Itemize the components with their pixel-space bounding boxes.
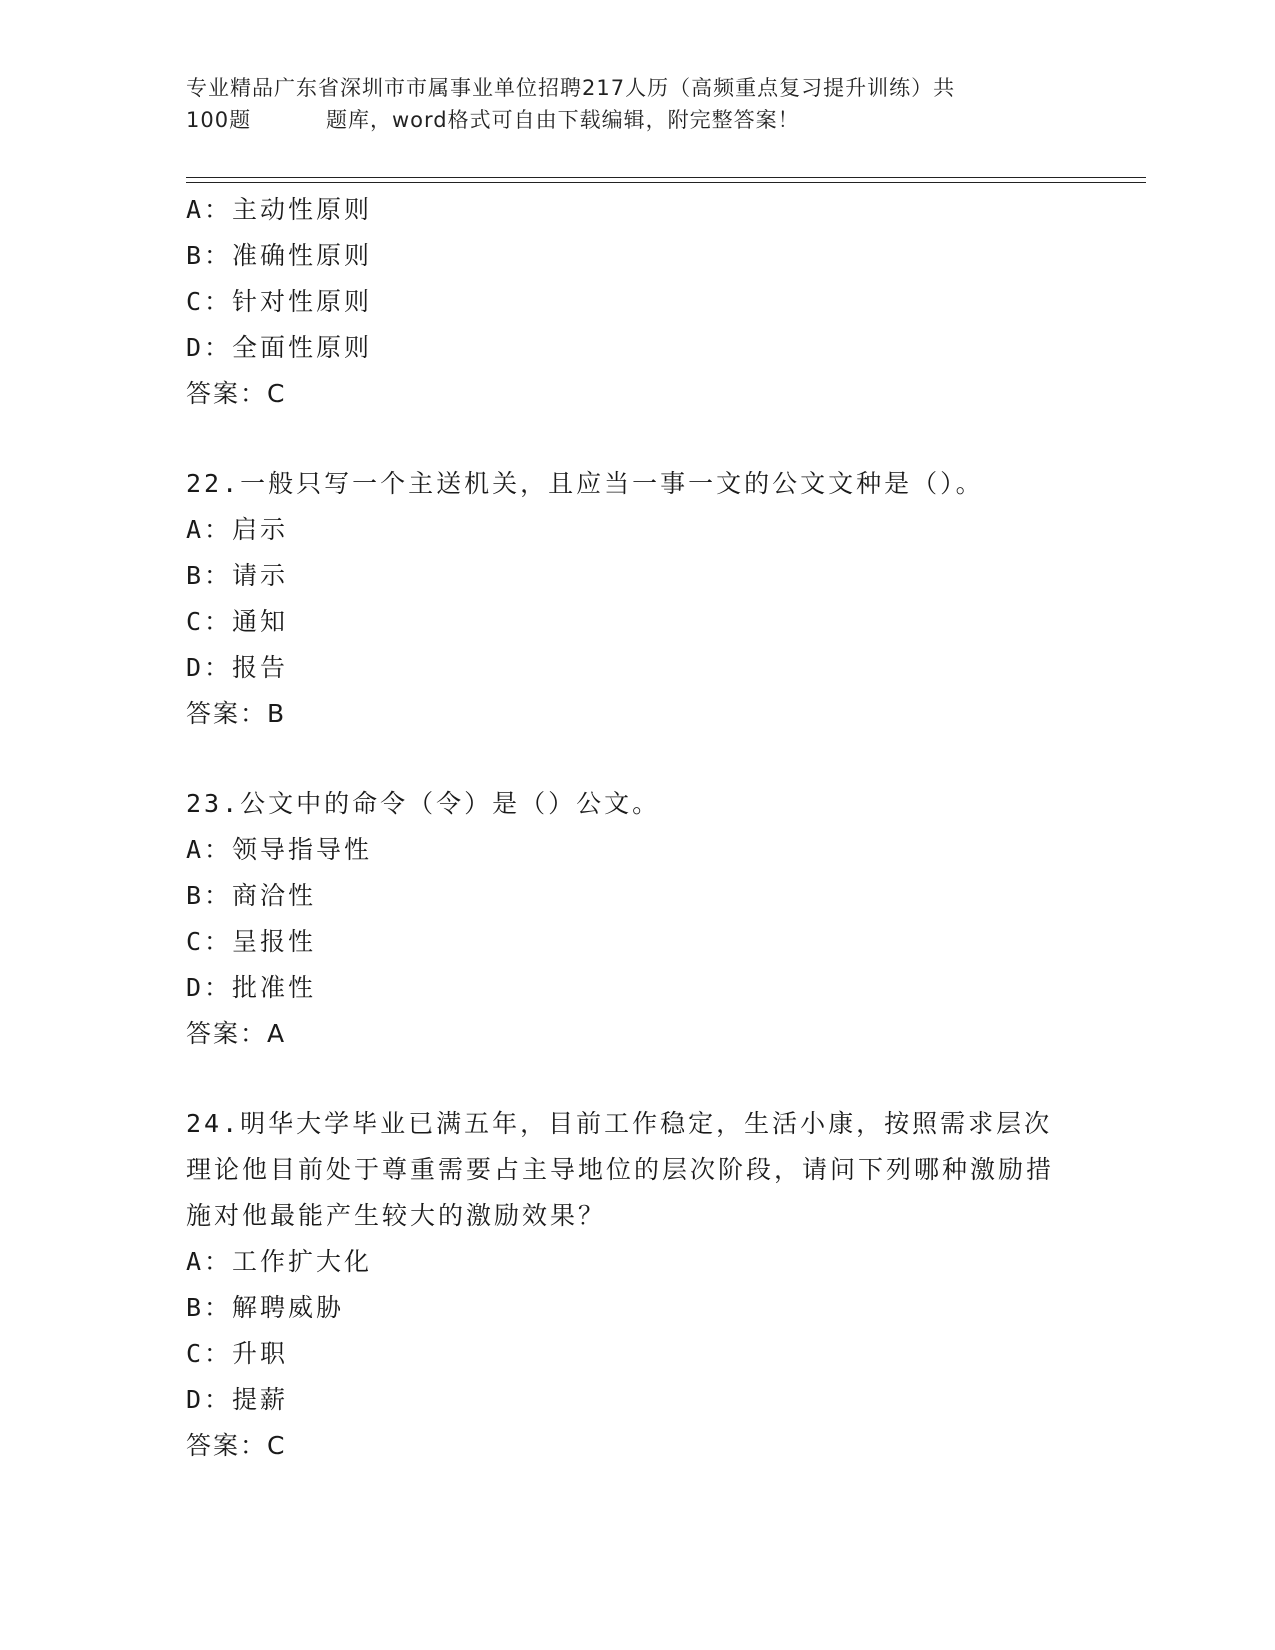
answer-line: 答案：A <box>186 1019 287 1048</box>
option-c: C：呈报性 <box>186 927 317 956</box>
option-a: A：工作扩大化 <box>186 1247 373 1276</box>
option-c: C：升职 <box>186 1339 289 1368</box>
answer-line: 答案：C <box>186 379 287 408</box>
question-text: 22.一般只写一个主送机关，且应当一事一文的公文文种是（）。 <box>186 469 984 498</box>
option-b: B：商洽性 <box>186 881 317 910</box>
header-title-line2 <box>186 104 1086 136</box>
question-block-22 <box>186 461 1086 737</box>
header-divider-bottom <box>186 182 1146 183</box>
question-block-21 <box>186 187 1086 417</box>
header-description: 题库，word格式可自由下载编辑，附完整答案！ <box>326 108 800 132</box>
option-b: B：解聘威胁 <box>186 1293 345 1322</box>
page-header <box>186 72 1086 136</box>
header-question-count: 100题 <box>186 108 252 132</box>
spacer <box>186 417 1086 461</box>
question-text: 24.明华大学毕业已满五年，目前工作稳定，生活小康，按照需求层次理论他目前处于尊重需要占主导地位的层次阶段，请问下列哪种激励措施对他最能产生较大的激励效果？ <box>186 1109 1055 1230</box>
spacer <box>186 737 1086 781</box>
option-b: B：请示 <box>186 561 289 590</box>
option-d: D：报告 <box>186 653 289 682</box>
question-block-24 <box>186 1101 1086 1469</box>
header-divider-top <box>186 177 1146 178</box>
option-d: D：全面性原则 <box>186 333 373 362</box>
option-c: C：通知 <box>186 607 289 636</box>
question-text: 23.公文中的命令（令）是（）公文。 <box>186 789 661 818</box>
option-a: A：启示 <box>186 515 289 544</box>
option-a: A：领导指导性 <box>186 835 373 864</box>
option-d: D：提薪 <box>186 1385 289 1414</box>
option-b: B：准确性原则 <box>186 241 373 270</box>
option-a: A：主动性原则 <box>186 195 373 224</box>
option-c: C：针对性原则 <box>186 287 373 316</box>
answer-line: 答案：B <box>186 699 287 728</box>
spacer <box>186 1057 1086 1101</box>
question-block-23 <box>186 781 1086 1057</box>
header-title-line1: 专业精品广东省深圳市市属事业单位招聘217人历（高频重点复习提升训练）共 <box>186 76 956 100</box>
answer-line: 答案：C <box>186 1431 287 1460</box>
option-d: D：批准性 <box>186 973 317 1002</box>
document-body <box>186 187 1086 1469</box>
